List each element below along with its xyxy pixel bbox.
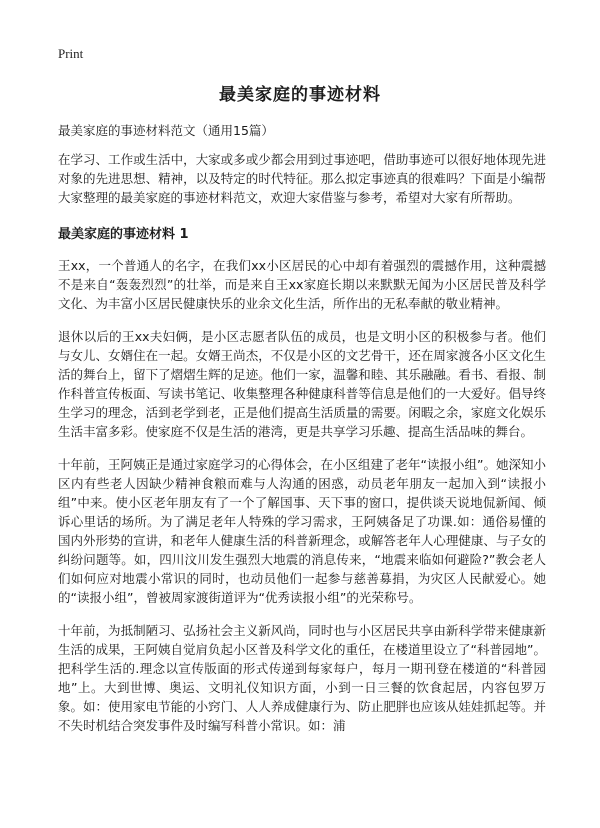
body-paragraph: 王xx，一个普通人的名字，在我们xx小区居民的心中却有着强烈的震撼作用，这种震撼不是来自“轰轰烈烈”的壮举，而是来自王xx家庭长期以来默默无闻为小区居民普及科学文化、为丰富小区居民健康快乐的业余文化生活，所作出的无私奉献的敬业精神。 xyxy=(58,258,546,311)
section-heading: 最美家庭的事迹材料 1 xyxy=(58,227,189,242)
body-paragraph: 退休以后的王xx夫妇俩，是小区志愿者队伍的成员，也是文明小区的积极参与者。他们与女儿、女婿住在一起。女婿王尚杰，不仅是小区的文艺骨干，还在周家渡各小区文化生活的舞台上，留下了熠熠生辉的足迹。他们一家，温馨和睦、其乐融融。看书、看报、制作科普宣传板面、写读书笔记、收集整理各种健康科普等信息是他们的一大爱好。倡导终生学习的理念，活到老学到老，正是他们提高生活质量的需要。闲暇之余，家庭文化娱乐生活丰富多彩。使家庭不仅是生活的港湾，更是共享学习乐趣、提高生活品味的舞台。 xyxy=(58,329,546,439)
intro-paragraph: 在学习、工作或生活中，大家或多或少都会用到过事迹吧，借助事迹可以很好地体现先进对象的先进思想、精神，以及特定的时代特征。那么拟定事迹真的很难吗？下面是小编帮大家整理的最美家庭的事迹材料范文，欢迎大家借鉴与参考，希望对大家有所帮助。 xyxy=(58,152,546,205)
body-paragraph: 十年前，为抵制陋习、弘扬社会主义新风尚，同时也与小区居民共享由新科学带来健康新生活的成果，王阿姨自觉肩负起小区普及科学文化的重任，在楼道里设立了“科普园地”。把科学生活的.理念以宣传版面的形式传递到每家每户，每月一期刊登在楼道的“科普园地”上。大到世博、奥运、文明礼仪知识方面，小到一日三餐的饮食起居，内容包罗万象。如：使用家电节能的小窍门、人人养成健康行为、防止肥胖也应该从娃娃抓起等。并不失时机结合突发事件及时编写科普小常识。如：浦 xyxy=(58,623,546,733)
body-paragraph: 十年前，王阿姨正是通过家庭学习的心得体会，在小区组建了老年“读报小组”。她深知小区内有些老人因缺少精神食粮而难与人沟通的困惑，动员老年朋友一起加入到“读报小组”中来。使小区老年朋友有了一个了解国事、天下事的窗口，提供谈天说地侃新闻、倾诉心里话的场所。为了满足老年人特殊的学习需求，王阿姨备足了功课.如：通俗易懂的国内外形势的宣讲，和老年人健康生活的科普新理念，或解答老年人心理健康、与子女的纠纷问题等。如，四川汶川发生强烈大地震的消息传来，“地震来临如何避险?”教会老人们如何应对地震小常识的同时，也动员他们一起参与慈善募捐，为灾区人民献爱心。她的“读报小组”，曾被周家渡街道评为“优秀读报小组”的光荣称号。 xyxy=(58,457,546,605)
document-body xyxy=(58,150,546,749)
print-link[interactable]: Print xyxy=(58,46,84,61)
page-title: 最美家庭的事迹材料 xyxy=(219,85,381,105)
document-subtitle: 最美家庭的事迹材料范文（通用15篇） xyxy=(58,123,274,138)
